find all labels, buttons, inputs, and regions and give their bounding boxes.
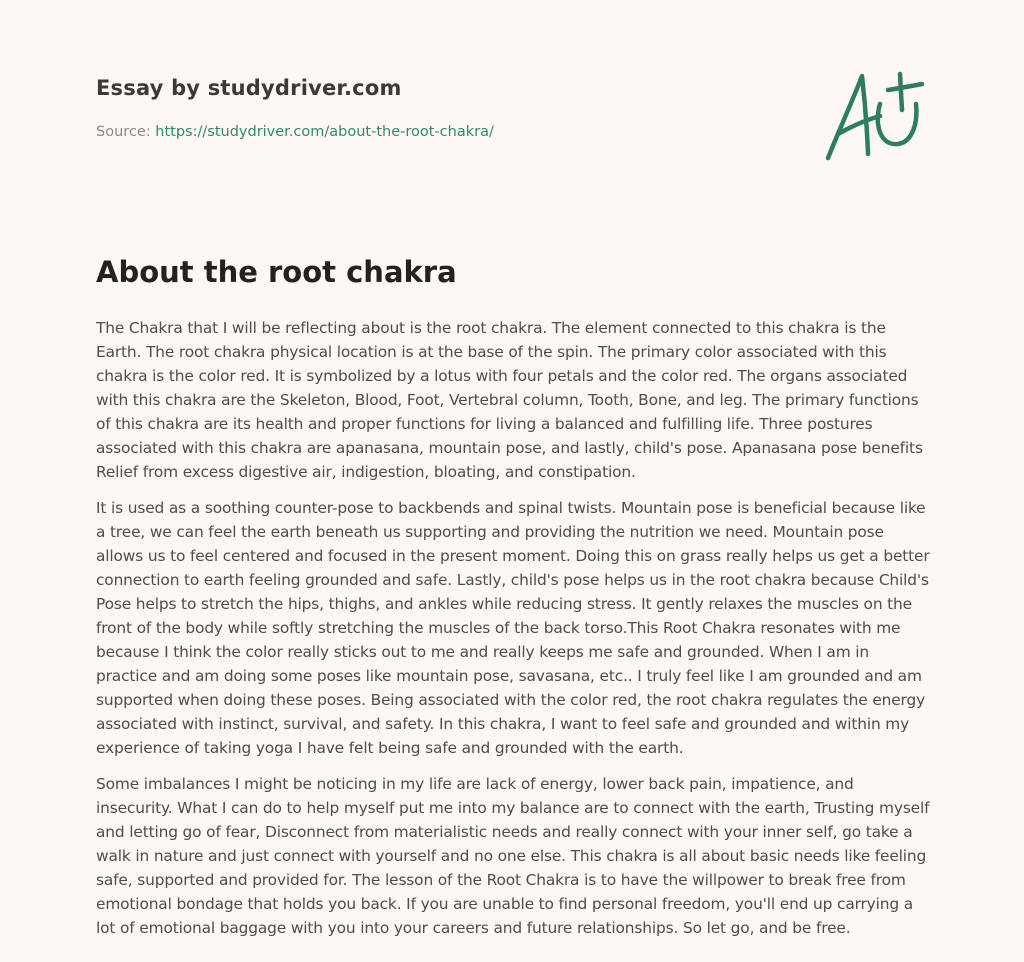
a-plus-logo-icon <box>818 66 930 166</box>
essay-paragraph: The Chakra that I will be reflecting about is the root chakra. The element connected to this chakra is the Earth. The root chakra physical location is at the base of the spin. The primary color associated with this chakra is the color red. It is symbolized by a lotus with four petals and the color red. The organs associated with this chakra are the Skeleton, Blood, Foot, Vertebral column, Tooth, Bone, and leg. The primary functions of this chakra are its health and proper functions for living a balanced and fulfilling life. Three postures associated with this chakra are apanasana, mountain pose, and lastly, child's pose. Apanasana pose benefits Relief from excess digestive air, indigestion, bloating, and constipation. <box>96 319 923 481</box>
essay-title: About the root chakra <box>96 255 457 289</box>
essay-paragraph: Some imbalances I might be noticing in my life are lack of energy, lower back pain, impatience, and insecurity. What I can do to help myself put me into my balance are to connect with the earth, Trusting myself and letting go of fear, Disconnect from materialistic needs and really connect with your inner self, go take a walk in nature and just connect with yourself and no one else. This chakra is all about basic needs like feeling safe, supported and provided for. The lesson of the Root Chakra is to have the willpower to break free from emotional bondage that holds you back. If you are unable to find personal freedom, you'll end up carrying a lot of emotional baggage with you into your careers and future relationships. So let go, and be free. <box>96 775 930 937</box>
essay-body <box>96 316 932 952</box>
essay-paragraph: It is used as a soothing counter-pose to backbends and spinal twists. Mountain pose is beneficial because like a tree, we can feel the earth beneath us supporting and providing the nutrition we need. Mountain pose allows us to feel centered and focused in the present moment. Doing this on grass really helps us get a better connection to earth feeling grounded and safe. Lastly, child's pose helps us in the root chakra because Child's Pose helps to stretch the hips, thighs, and ankles while reducing stress. It gently relaxes the muscles on the front of the body while softly stretching the muscles of the back torso.This Root Chakra resonates with me because I think the color really sticks out to me and really keeps me safe and grounded. When I am in practice and am doing some poses like mountain pose, savasana, etc.. I truly feel like I am grounded and am supported when doing these poses. Being associated with the color red, the root chakra regulates the energy associated with instinct, survival, and safety. In this chakra, I want to feel safe and grounded and within my experience of taking yoga I have felt being safe and grounded with the earth. <box>96 499 930 757</box>
source-link[interactable]: https://studydriver.com/about-the-root-chakra/ <box>155 124 494 140</box>
source-label: Source: <box>96 124 151 140</box>
site-header-title: Essay by studydriver.com <box>96 76 402 100</box>
source-line <box>96 124 494 140</box>
